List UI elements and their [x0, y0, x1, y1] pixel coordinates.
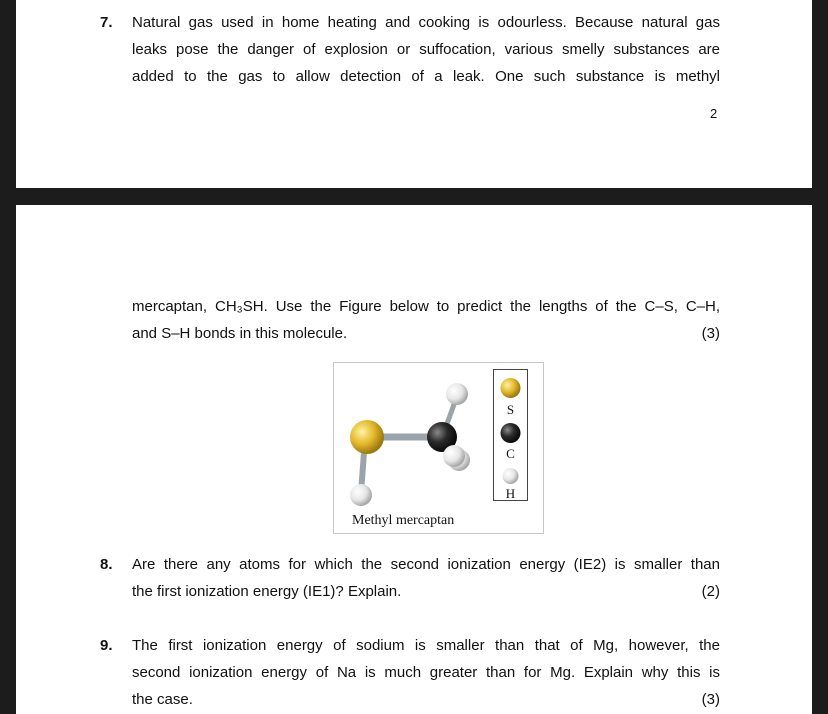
question-number: 7. [100, 14, 113, 31]
hydrogen-swatch [503, 468, 519, 484]
sulfur-swatch [501, 378, 521, 398]
legend-label-h: H [505, 486, 516, 501]
question-text-line: second ionization energy of Na is much greater than for Mg. Explain why this is [132, 664, 720, 681]
question-text-line: added to the gas to allow detection of a leak. One such substance is methyl [132, 68, 720, 85]
question-9 [100, 632, 720, 713]
marks: (2) [701, 583, 720, 600]
question-text-line-with-marks [132, 320, 720, 347]
page-2 [16, 205, 812, 714]
legend-swatches [494, 370, 527, 500]
methyl-mercaptan-figure [333, 362, 544, 534]
question-number: 8. [100, 556, 113, 573]
question-text-line-with-marks [132, 578, 720, 605]
question-text-line: Are there any atoms for which the second ionization energy (IE2) is smaller than [132, 556, 720, 573]
hydrogen-atom [350, 484, 372, 506]
legend-label-c: C [506, 446, 515, 461]
question-number: 9. [100, 637, 113, 654]
question-7-continuation [132, 293, 720, 347]
atom-legend [493, 369, 528, 501]
page-1 [16, 0, 812, 188]
question-text-line: Natural gas used in home heating and cooking is odourless. Because natural gas [132, 14, 720, 31]
question-text-line: mercaptan, CH₃SH. Use the Figure below to predict the lengths of the C–S, C–H, [132, 298, 720, 315]
marks: (3) [701, 325, 720, 342]
page-number: 2 [710, 106, 718, 121]
sulfur-atom [350, 420, 384, 454]
question-8 [100, 551, 720, 605]
question-text-line: leaks pose the danger of explosion or suffocation, various smelly substances are [132, 41, 720, 58]
carbon-swatch [501, 423, 521, 443]
hydrogen-atom [443, 445, 465, 467]
figure-caption: Methyl mercaptan [352, 513, 455, 528]
legend-label-s: S [506, 402, 515, 417]
question-7 [100, 9, 720, 90]
marks: (3) [701, 691, 720, 708]
question-text: the case. [132, 691, 193, 708]
question-text-line: The first ionization energy of sodium is smaller than that of Mg, however, the [132, 637, 720, 654]
hydrogen-atom [446, 383, 468, 405]
question-text-line-with-marks [132, 686, 720, 713]
question-text: and S–H bonds in this molecule. [132, 325, 348, 342]
question-text: the first ionization energy (IE1)? Explain. [132, 583, 402, 600]
